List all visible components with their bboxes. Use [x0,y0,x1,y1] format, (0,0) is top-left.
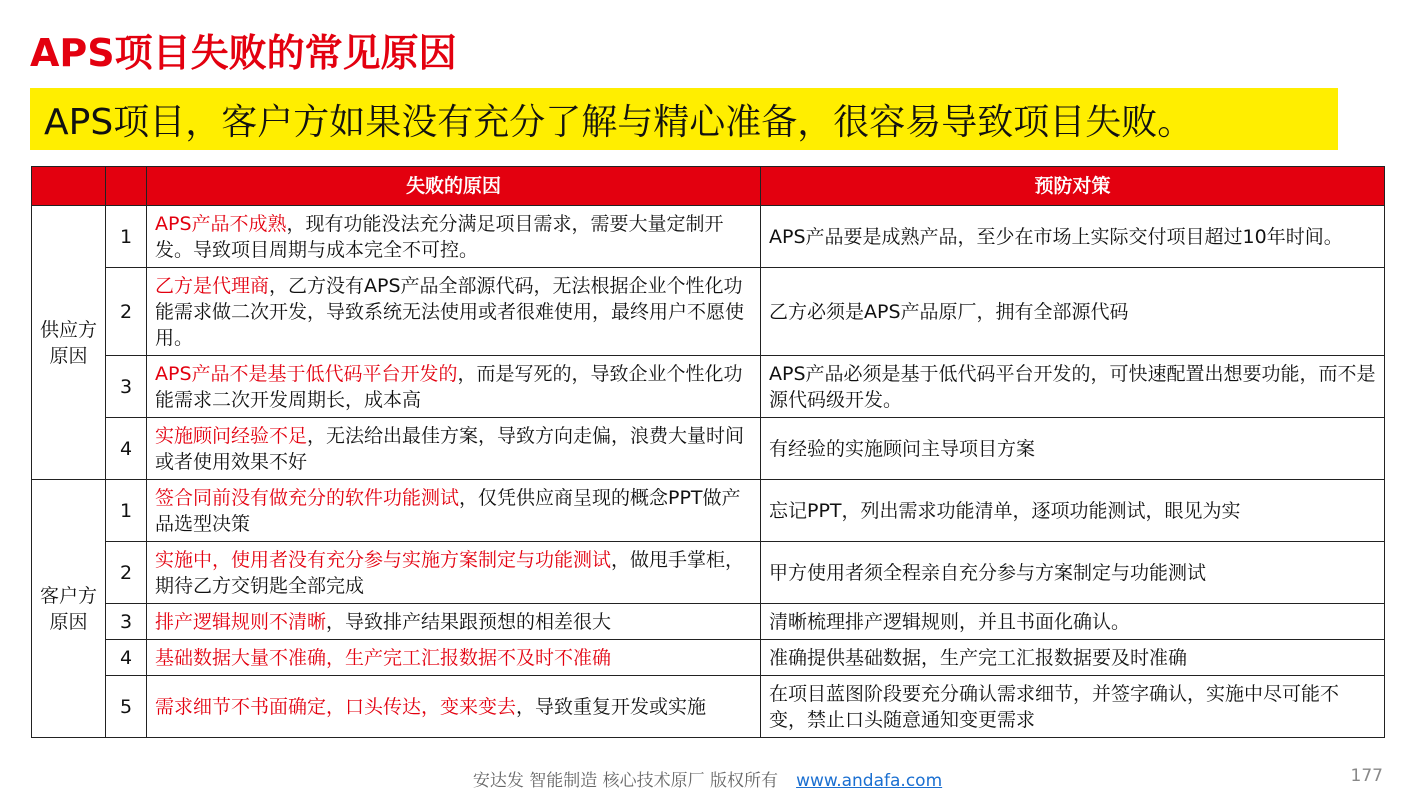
table-row [32,676,1385,738]
page-title: APS项目失败的常见原因 [30,31,457,75]
subtitle-text: APS项目，客户方如果没有充分了解与精心准备，很容易导致项目失败。 [44,101,1194,143]
table-row [32,542,1385,604]
row-number: 3 [106,604,147,640]
row-number: 3 [106,356,147,418]
measure-cell: 乙方必须是APS产品原厂，拥有全部源代码 [761,268,1385,356]
reason-cell [147,604,761,640]
measure-cell: 甲方使用者须全程亲自充分参与方案制定与功能测试 [761,542,1385,604]
reason-cell [147,676,761,738]
footer [0,766,1415,791]
row-number: 2 [106,542,147,604]
measure-cell: 清晰梳理排产逻辑规则，并且书面化确认。 [761,604,1385,640]
reason-highlight: 签合同前没有做充分的软件功能测试 [155,486,460,509]
reason-highlight: 乙方是代理商 [155,274,270,297]
header-num [106,167,147,206]
reason-text: ，仅凭供应商呈现的概念PPT做产品选型决策 [155,486,741,535]
row-number: 4 [106,640,147,676]
row-number: 4 [106,418,147,480]
reason-highlight: 排产逻辑规则不清晰 [155,610,327,633]
reason-text: ，做甩手掌柜，期待乙方交钥匙全部完成 [155,548,745,597]
table-row [32,418,1385,480]
reason-highlight: 需求细节不书面确定，口头传达，变来变去 [155,695,517,718]
table-row [32,356,1385,418]
measure-cell: APS产品要是成熟产品，至少在市场上实际交付项目超过10年时间。 [761,206,1385,268]
table-row [32,640,1385,676]
reason-highlight: APS产品不成熟 [155,212,287,235]
reason-highlight: 实施中，使用者没有充分参与实施方案制定与功能测试 [155,548,612,571]
reason-cell [147,356,761,418]
reason-text: ，乙方没有APS产品全部源代码，无法根据企业个性化功能需求做二次开发，导致系统无法使用或者很难使用，最终用户不愿使用。 [155,274,745,349]
header-reason: 失败的原因 [147,167,761,206]
group-label-customer: 客户方原因 [32,480,106,738]
reason-highlight: APS产品不是基于低代码平台开发的 [155,362,458,385]
measure-cell: 在项目蓝图阶段要充分确认需求细节，并签字确认，实施中尽可能不变，禁止口头随意通知变更需求 [761,676,1385,738]
measure-cell: 准确提供基础数据，生产完工汇报数据要及时准确 [761,640,1385,676]
table-row [32,480,1385,542]
row-number: 2 [106,268,147,356]
reason-text: ，导致排产结果跟预想的相差很大 [326,610,612,633]
reason-text: ，现有功能没法充分满足项目需求，需要大量定制开发。导致项目周期与成本完全不可控。 [155,212,724,261]
website-link[interactable]: www.andafa.com [796,771,943,791]
subtitle-banner [30,88,1338,150]
table-header-row [32,167,1385,206]
row-number: 1 [106,206,147,268]
reason-text: ，而是写死的，导致企业个性化功能需求二次开发周期长，成本高 [155,362,743,411]
reason-cell [147,640,761,676]
row-number: 1 [106,480,147,542]
failure-reasons-table [31,166,1385,738]
footer-text: 安达发 智能制造 核心技术原厂 版权所有 [472,771,779,791]
measure-cell: APS产品必须是基于低代码平台开发的，可快速配置出想要功能，而不是源代码级开发。 [761,356,1385,418]
group-label-supplier: 供应方原因 [32,206,106,480]
reason-cell [147,542,761,604]
reason-highlight: 基础数据大量不准确，生产完工汇报数据不及时不准确 [155,646,612,669]
measure-cell: 有经验的实施顾问主导项目方案 [761,418,1385,480]
table-row [32,604,1385,640]
table-row [32,206,1385,268]
row-number: 5 [106,676,147,738]
reason-text: ，导致重复开发或实施 [516,695,707,718]
page-number: 177 [1350,766,1383,786]
reason-cell [147,418,761,480]
header-group [32,167,106,206]
reason-cell [147,206,761,268]
reason-cell [147,480,761,542]
reason-cell [147,268,761,356]
table-row [32,268,1385,356]
header-measure: 预防对策 [761,167,1385,206]
reason-highlight: 实施顾问经验不足 [155,424,308,447]
reason-text: ，无法给出最佳方案，导致方向走偏，浪费大量时间或者使用效果不好 [155,424,745,473]
measure-cell: 忘记PPT，列出需求功能清单，逐项功能测试，眼见为实 [761,480,1385,542]
